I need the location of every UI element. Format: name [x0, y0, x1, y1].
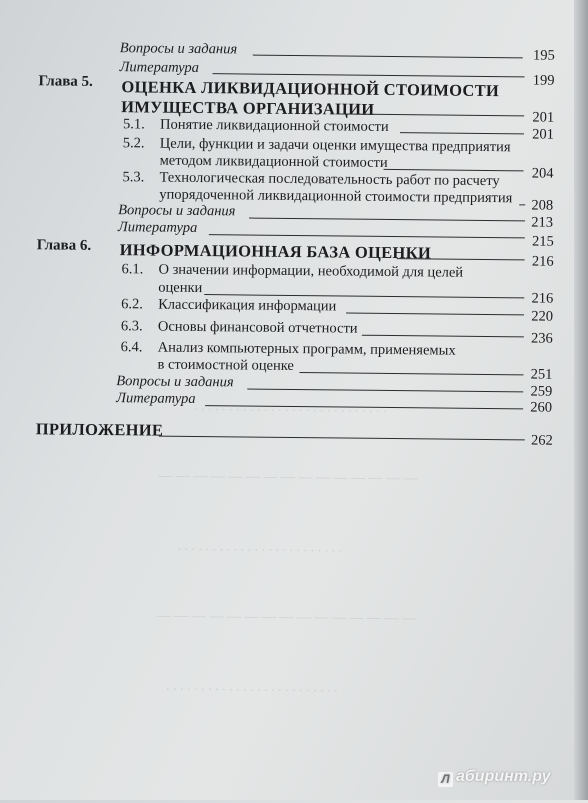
page-number: 260: [530, 399, 553, 416]
section-title: Классификация информации: [158, 296, 337, 315]
toc-entry-questions: Вопросы и задания: [116, 373, 234, 391]
toc-entry-literature-top: Литература: [119, 59, 200, 76]
chapter-title: ОЦЕНКА ЛИКВИДАЦИОННОЙ СТОИМОСТИ: [121, 77, 500, 101]
page-number: 216: [531, 290, 554, 307]
page-number: 262: [530, 432, 553, 449]
section-number: 6.1.: [121, 261, 144, 278]
page-number: 236: [530, 330, 553, 347]
section-number: 5.2.: [122, 135, 145, 152]
section-title: в стоимостной оценке: [157, 356, 294, 375]
labirint-logo-icon: Л: [438, 772, 453, 787]
appendix-title: ПРИЛОЖЕНИЕ: [35, 419, 164, 440]
section-title: оценки: [158, 279, 203, 297]
leader-line: [159, 436, 525, 441]
toc-entry-literature: Литература: [116, 390, 196, 407]
page-number: 259: [530, 383, 553, 400]
section-title: О значении информации, необходимой для целей: [158, 261, 464, 281]
page-number: 251: [530, 366, 553, 383]
leader-line: [346, 313, 524, 316]
page-number: 199: [532, 72, 555, 89]
chapter-label: Глава 5.: [38, 73, 93, 90]
page-number: 215: [532, 233, 554, 250]
page-number: 195: [532, 47, 555, 64]
leader-line: [249, 218, 525, 222]
page-number: 220: [531, 308, 554, 325]
section-number: 5.3.: [122, 169, 145, 186]
toc-entry-questions-top: Вопросы и задания: [119, 40, 238, 58]
leader-line: [362, 335, 524, 338]
section-title: Основы финансовой отчетности: [157, 318, 358, 337]
leader-line: [400, 132, 524, 134]
section-number: 5.1.: [122, 116, 145, 133]
page-number: 213: [531, 214, 554, 231]
leader-line: [213, 73, 525, 77]
page-edge: [574, 0, 588, 800]
section-title: Понятие ликвидационной стоимости: [159, 116, 389, 135]
section-number: 6.2.: [121, 296, 143, 313]
leader-line: [384, 169, 524, 171]
page-number: 208: [531, 197, 554, 214]
section-title: Технологическая последовательность работ по расчету: [159, 169, 500, 190]
section-number: 6.3.: [120, 318, 143, 335]
leader-line: [209, 234, 525, 238]
section-title: методом ликвидационной стоимости: [159, 152, 388, 171]
page-number: 201: [532, 126, 555, 143]
section-number: 6.4.: [120, 339, 143, 356]
leader-line: [253, 55, 523, 59]
toc-entry-literature: Литература: [117, 219, 198, 236]
page-number: 204: [531, 165, 554, 182]
section-title: Анализ компьютерных программ, применяемых: [157, 339, 456, 359]
chapter-label: Глава 6.: [36, 237, 92, 254]
page-number: 216: [531, 253, 554, 270]
toc-entry-questions: Вопросы и задания: [118, 202, 236, 220]
chapter-title: ИНФОРМАЦИОННАЯ БАЗА ОЦЕНКИ: [119, 240, 432, 263]
page-number: 201: [532, 109, 555, 126]
leader-line: [247, 389, 523, 393]
section-title: Цели, функции и задачи оценки имущества предприятия: [159, 135, 511, 156]
chapter-title: ИМУЩЕСТВА ОРГАНИЗАЦИИ: [121, 97, 375, 119]
watermark-text: абиринт.ру: [456, 768, 551, 785]
show-through: . . . . . . . . . . . . . . . . . . . . . . . . . . . . — — — — — — — — — — — — — — — . . . . . . . . . . . . . . . . . . . . . . . . — — — — — — — — — — — — — — — . . . . . . . . . . . . . . . . . . . . . . . . .: [156, 398, 418, 696]
watermark: [438, 768, 551, 787]
leader-line: [299, 372, 523, 375]
section-title: упорядоченной ликвидационной стоимости предприятия: [159, 186, 513, 207]
